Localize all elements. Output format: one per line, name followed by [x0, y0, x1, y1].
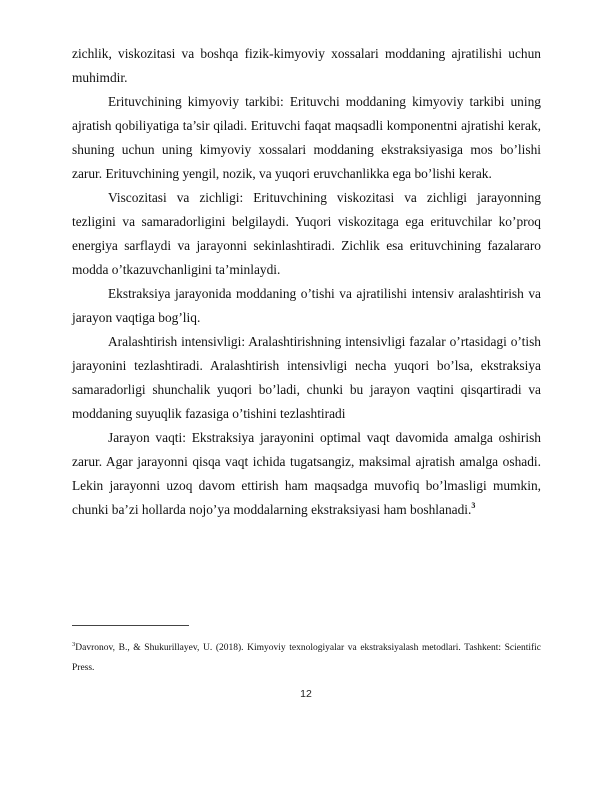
footnote [72, 638, 541, 678]
paragraph-4: Ekstraksiya jarayonida moddaning o’tishi va ajratilishi intensiv aralashtirish va jarayon vaqtiga bog’liq. [72, 286, 541, 325]
body-text [72, 42, 541, 522]
paragraph-1: zichlik, viskozitasi va boshqa fizik-kimyoviy xossalari moddaning ajratilishi uchun muhimdir. [72, 46, 541, 85]
paragraph-6 [72, 426, 541, 522]
paragraph-5: Aralashtirish intensivligi: Aralashtirishning intensivligi fazalar o’rtasidagi o’tish jarayonini tezlashtiradi. Aralashtirish intensivligi necha yuqori bo’lsa, ekstraksiya samaradorligi shunchalik yuqori bo’ladi, chunki bu jarayon vaqtini qisqartiradi va moddaning suyuqlik fazasiga o’tishini tezlashtiradi [72, 334, 541, 421]
footnote-separator [72, 625, 189, 626]
paragraph-2: Erituvchining kimyoviy tarkibi: Erituvchi moddaning kimyoviy tarkibi uning ajratish qobiliyatiga ta’sir qiladi. Erituvchi faqat maqsadli komponentni ajratishi kerak, shuning uchun uning kimyoviy xossalari moddaning ekstraksiyasiga mos bo’lishi zarur. Erituvchining yengil, nozik, va yuqori eruvchanlikka ega bo’lishi kerak. [72, 94, 541, 181]
footnote-marker: 3 [72, 641, 76, 648]
paragraph-6-text: Jarayon vaqti: Ekstraksiya jarayonini optimal vaqt davomida amalga oshirish zarur. Agar jarayonni qisqa vaqt ichida tugatsangiz, maksimal ajratish amalga oshadi. Lekin jarayonni uzoq davom ettirish ham maqsadga muvofiq bo’lmasligi mumkin, chunki ba’zi hollarda nojo’ya moddalarning ekstraksiyasi ham boshlanadi. [72, 430, 541, 517]
footnote-reference[interactable]: 3 [471, 501, 476, 510]
paragraph-3: Viscozitasi va zichligi: Erituvchining viskozitasi va zichligi jarayonning tezligini va samaradorligini belgilaydi. Yuqori viskozitaga ega erituvchilar ko’proq energiya sarflaydi va jarayonni sekinlashtiradi. Zichlik esa erituvchining fazalararo modda o’tkazuvchanligini ta’minlaydi. [72, 190, 541, 277]
page-number: 12 [300, 688, 312, 700]
footnote-text: Davronov, B., & Shukurillayev, U. (2018). Kimyoviy texnologiyalar va ekstraksiyalash metodlari. Tashkent: Scientific Press. [72, 643, 541, 673]
